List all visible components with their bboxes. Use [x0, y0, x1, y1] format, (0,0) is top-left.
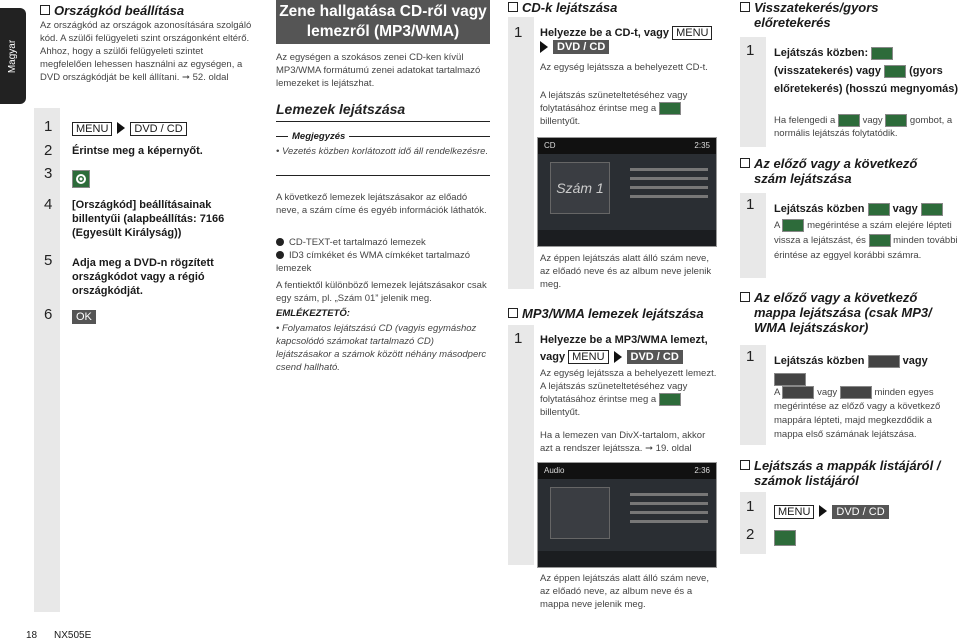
step-1 [72, 119, 187, 137]
step-1 [774, 502, 889, 520]
playback-controls[interactable] [538, 551, 716, 567]
next-track-icon[interactable] [921, 203, 943, 216]
bullet-item: CD-TEXT-et tartalmazó lemezek [276, 236, 490, 249]
menu-key[interactable]: MENU [774, 505, 814, 519]
dvd-cd-key[interactable]: DVD / CD [627, 350, 683, 364]
caption: Az éppen lejátszás alatt álló szám neve, az előadó neve és az album neve jelenik meg. [540, 253, 712, 290]
menu-key[interactable]: MENU [568, 350, 608, 364]
mp3-playback-screen: Audio 2:36 [537, 462, 717, 568]
folder-down-icon[interactable] [774, 373, 806, 386]
fast-forward-icon [885, 114, 907, 127]
paragraph: A fentiektől különböző lemezek lejátszásakor csak egy szám, pl. „Szám 01” jelenik meg. [276, 280, 487, 304]
step-note: A megérintése a szám elejére lépteti vissza a lejátszást, és minden további érintése az eggyel korábbi számra. [774, 220, 958, 261]
step-number: 1 [44, 118, 53, 135]
track-display: Szám 1 [550, 162, 610, 214]
step-note: Az egység lejátssza a behelyezett lemezt. A lejátszás szüneteltetéséhez vagy folytatásához érintse meg a billentyűt. [540, 368, 717, 419]
step-4-text: [Országkód] beállításainak billentyűi (alapbeállítás: 7166 (Egyesült Királyság)) [72, 199, 225, 239]
section-heading-rewind: Visszatekerés/gyors előretekerés [740, 0, 940, 30]
step-note: A lejátszás szüneteltetéséhez vagy folytatásához érintse meg a billentyűt. [540, 90, 688, 128]
step-2-text: Érintse meg a képernyőt. [72, 145, 203, 157]
rewind-icon [838, 114, 860, 127]
folder-up-icon [782, 386, 814, 399]
step-number: 1 [514, 330, 523, 347]
step-number: 5 [44, 252, 53, 269]
step-bar [508, 325, 534, 565]
arrow-icon [540, 41, 548, 53]
track-info-lines [630, 162, 708, 204]
remember-text: • Folyamatos lejátszású CD (vagyis egymáshoz kapcsolódó számokat tartalmazó CD) lejátszásakor a számok között néhány másodperc csend hallható. [276, 323, 487, 373]
menu-key[interactable]: MENU [72, 122, 112, 136]
arrow-icon [614, 351, 622, 363]
section-heading-list-play: Lejátszás a mappák listájáról / számok listájáról [740, 458, 945, 488]
play-pause-icon[interactable] [659, 102, 681, 115]
step-number: 1 [514, 24, 523, 41]
bullet-item: ID3 címkéket és WMA címkéket tartalmazó lemezek [276, 250, 471, 274]
step-number: 4 [44, 196, 53, 213]
intro-text: Az egységen a szokásos zenei CD-ken kívül MP3/WMA formátumú zenei adatokat tartalmazó lemezeket is lejátszhat. [276, 52, 481, 89]
step-1-text: Helyezze be a CD-t, vagy MENU DVD / CD [540, 26, 730, 54]
folder-up-icon[interactable] [868, 355, 900, 368]
section-heading-prev-next-folder: Az előző vagy a következő mappa lejátszása (csak MP3/ WMA lejátszáskor) [740, 290, 945, 335]
previous-track-icon [869, 234, 891, 247]
step-number: 1 [746, 196, 755, 213]
step-5-text: Adja meg a DVD-n rögzített országkódot vagy a régió országkódját. [72, 257, 214, 297]
track-info-lines [630, 487, 708, 529]
divider [276, 121, 490, 122]
step-number: 1 [746, 498, 755, 515]
folder-down-icon [840, 386, 872, 399]
step-number: 1 [746, 348, 755, 365]
divider [276, 175, 490, 176]
playback-controls[interactable] [538, 230, 716, 246]
step-note: A vagy minden egyes megérintése az előző vagy a következő mappára lépteti, majd megkezdődik a mappa első számának lejátszása. [774, 387, 941, 441]
cd-playback-screen: CD 2:35 Szám 1 [537, 137, 717, 247]
section-heading-country-code: Országkód beállítása [40, 3, 250, 18]
settings-gear-icon[interactable] [72, 170, 90, 188]
caption: Az éppen lejátszás alatt álló szám neve, az előadó neve, az album neve és a mappa neve jelenik meg. [540, 573, 709, 610]
step-1-text: Lejátszás közben vagy [774, 352, 960, 388]
heading-play-discs: Lemezek lejátszása [276, 101, 406, 117]
section-heading-cd: CD-k lejátszása [508, 0, 718, 15]
previous-track-icon[interactable] [868, 203, 890, 216]
step-number: 2 [746, 526, 755, 543]
menu-key[interactable]: MENU [672, 26, 712, 40]
step-bar [508, 17, 534, 289]
previous-track-icon [782, 219, 804, 232]
step-number: 6 [44, 306, 53, 323]
section-heading-prev-next-track: Az előző vagy a következő szám lejátszása [740, 156, 940, 186]
step-1-text: Helyezze be a MP3/WMA lemezt, vagy MENU DVD / CD [540, 334, 708, 363]
step-number: 2 [44, 142, 53, 159]
dvd-cd-key[interactable]: DVD / CD [130, 122, 186, 136]
step-note: Az egység lejátssza a behelyezett CD-t. [540, 62, 708, 73]
step-bar [34, 108, 60, 612]
arrow-icon [117, 122, 125, 134]
step-number: 1 [746, 42, 755, 59]
section-heading-mp3: MP3/WMA lemezek lejátszása [508, 306, 728, 321]
play-pause-icon[interactable] [659, 393, 681, 406]
note-text: • Vezetés közben korlátozott idő áll rendelkezésre. [276, 146, 489, 157]
rewind-icon[interactable] [871, 47, 893, 60]
step-1-text: Lejátszás közben vagy [774, 202, 960, 216]
list-icon[interactable] [774, 530, 796, 546]
note-header: Megjegyzés [276, 131, 490, 142]
ok-button[interactable]: OK [72, 310, 96, 324]
arrow-icon [819, 505, 827, 517]
intro-text: Az országkód az országok azonosítására szolgáló kód. A szülői felügyeleti szint országonként eltérő. Ahhoz, hogy a szülői felügyeleti szintet megfelelően lehessen használni az egységen, a DVD országkódját be kell állítani. ➞ 52. oldal [40, 20, 252, 83]
step-number: 3 [44, 165, 53, 182]
page-number: 18 [26, 630, 38, 641]
dvd-cd-key[interactable]: DVD / CD [832, 505, 888, 519]
page-title: Zene hallgatása CD-ről vagy lemezről (MP3/WMA) [276, 0, 490, 44]
remember-label: EMLÉKEZTETŐ: [276, 308, 350, 319]
step-note: Ha a lemezen van DivX-tartalom, akkor azt a rendszer lejátssza. ➞ 19. oldal [540, 430, 706, 454]
album-art [550, 487, 610, 539]
step-note: Ha felengedi a vagy gombot, a normális lejátszás folytatódik. [774, 115, 953, 140]
language-tab: Magyar [0, 8, 26, 104]
model-name: NX505E [54, 630, 92, 641]
paragraph: A következő lemezek lejátszásakor az előadó neve, a szám címe és egyéb információk láthatók. [276, 192, 487, 216]
fast-forward-icon[interactable] [884, 65, 906, 78]
step-1-text: Lejátszás közben: (visszatekerés) vagy (gyors előretekerés) (hosszú megnyomás) [774, 47, 959, 95]
dvd-cd-key[interactable]: DVD / CD [553, 40, 609, 54]
